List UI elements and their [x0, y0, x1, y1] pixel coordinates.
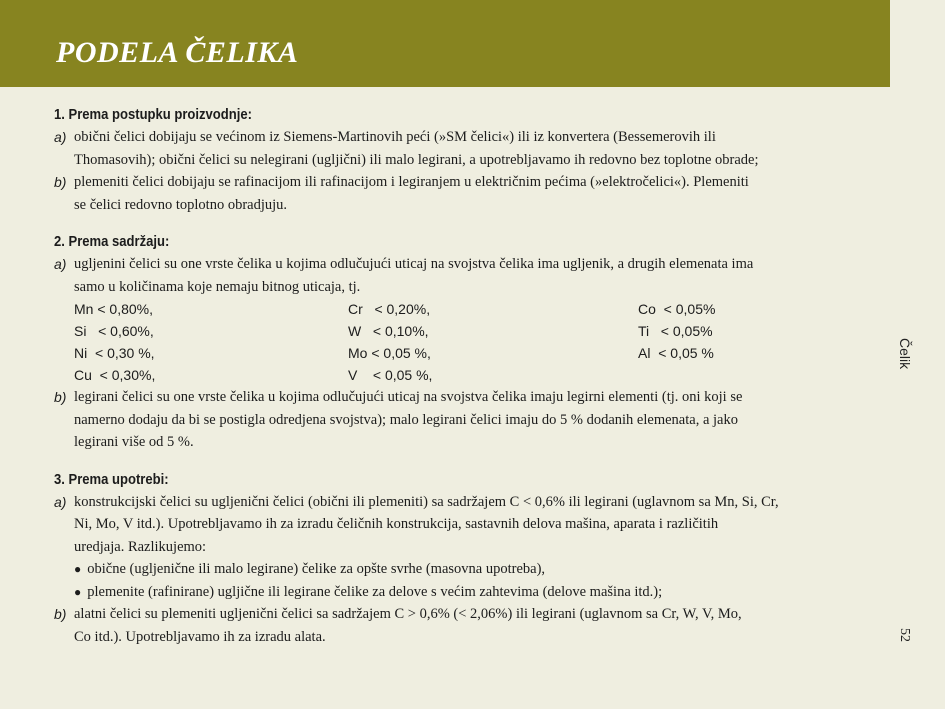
- section-production: [54, 105, 904, 216]
- composition-cell: Cu < 0,30%,: [74, 367, 156, 383]
- text-line: ugljenini čelici su one vrste čelika u kojima odlučujući uticaj na svojstva čelika ima ugljenik, a drugih elemenata ima: [74, 256, 754, 272]
- composition-cell: [638, 364, 898, 386]
- composition-cell: Cr < 0,20%,: [348, 301, 431, 317]
- bullet-item: [54, 581, 904, 604]
- text-line: Ni, Mo, V itd.). Upotrebljavamo ih za izradu čeličnih konstrukcija, sastavnih delova mašina, aparata i različitih: [74, 516, 719, 532]
- chapter-side-label: Čelik: [897, 338, 913, 370]
- text-line: legirani čelici su one vrste čelika u kojima odlučujući uticaj na svojstva čelika imaju legirni elementi (tj. oni koji se: [74, 389, 743, 405]
- item-label: a): [54, 256, 67, 272]
- composition-cell: Ni < 0,30 %,: [74, 345, 155, 361]
- item-label: a): [54, 129, 67, 145]
- composition-cell: W < 0,10%,: [348, 323, 429, 339]
- list-item: [54, 386, 904, 454]
- composition-cell: Co < 0,05%: [638, 301, 716, 317]
- text-line: uredjaja. Razlikujemo:: [74, 538, 207, 555]
- list-item: [54, 171, 904, 216]
- list-item: [54, 253, 904, 298]
- document-body: [54, 105, 904, 664]
- text-line: alatni čelici su plemeniti ugljenični čelici sa sadržajem C > 0,6% (< 2,06%) ili legirani (uglavnom sa Cr, W, V, Mo,: [74, 606, 742, 622]
- bullet-dot-icon: ●: [74, 562, 82, 576]
- text-line: Co itd.). Upotrebljavamo ih za izradu alata.: [74, 628, 326, 645]
- bullet-item: [54, 558, 904, 581]
- list-item: [54, 603, 904, 648]
- composition-cell: Ti < 0,05%: [638, 323, 713, 339]
- section-usage: [54, 470, 904, 649]
- list-item: [54, 491, 904, 559]
- composition-cell: Mo < 0,05 %,: [348, 345, 431, 361]
- bullet-text: obične (ugljenične ili malo legirane) čelike za opšte svrhe (masovna upotreba),: [87, 561, 546, 577]
- title-banner: [0, 0, 890, 87]
- text-line: se čelici redovno toplotno obradjuju.: [74, 196, 288, 213]
- composition-table: [74, 298, 904, 386]
- page-title: PODELA ČELIKA: [56, 36, 299, 69]
- text-line: namerno dodaju da bi se postigla odredjena svojstva); malo legirani čelici imaju do 5 % dodanih elemenata, a jako: [74, 411, 738, 428]
- text-line: legirani više od 5 %.: [74, 434, 194, 450]
- page-number: 52: [897, 628, 912, 642]
- composition-cell: Si < 0,60%,: [74, 323, 154, 339]
- item-label: b): [54, 606, 67, 622]
- composition-cell: Al < 0,05 %: [638, 345, 714, 361]
- bullet-text: plemenite (rafinirane) ugljične ili legirane čelike za delove s većim zahtevima (delove mašina itd.);: [87, 583, 663, 600]
- section-composition: [54, 232, 904, 454]
- item-label: b): [54, 174, 67, 190]
- text-line: obični čelici dobijaju se većinom iz Siemens-Martinovih peći (»SM čelici«) ili iz konvertera (Bessemerovih ili: [74, 129, 716, 145]
- item-label: a): [54, 493, 67, 510]
- section-heading: 2. Prema sadržaju:: [54, 234, 170, 250]
- section-heading: 3. Prema upotrebi:: [54, 471, 169, 488]
- section-heading: 1. Prema postupku proizvodnje:: [54, 107, 252, 123]
- composition-cell: V < 0,05 %,: [348, 367, 433, 383]
- list-item: [54, 126, 904, 171]
- item-label: b): [54, 389, 67, 405]
- text-line: konstrukcijski čelici su ugljenični čelici (obični ili plemeniti) sa sadržajem C < 0,6% ili legirani (uglavnom sa Mn, Si, Cr,: [74, 493, 779, 510]
- text-line: plemeniti čelici dobijaju se rafinacijom ili rafinacijom i legiranjem u električnim pećima (»elektročelici«). Plemeniti: [74, 174, 749, 190]
- text-line: samo u količinama koje nemaju bitnog uticaja, tj.: [74, 278, 361, 295]
- composition-cell: Mn < 0,80%,: [74, 301, 153, 317]
- bullet-dot-icon: ●: [74, 584, 82, 599]
- text-line: Thomasovih); obični čelici su nelegirani (ugljični) ili malo legirani, a upotrebljavamo ih redovno bez toplotne obrade;: [74, 151, 759, 168]
